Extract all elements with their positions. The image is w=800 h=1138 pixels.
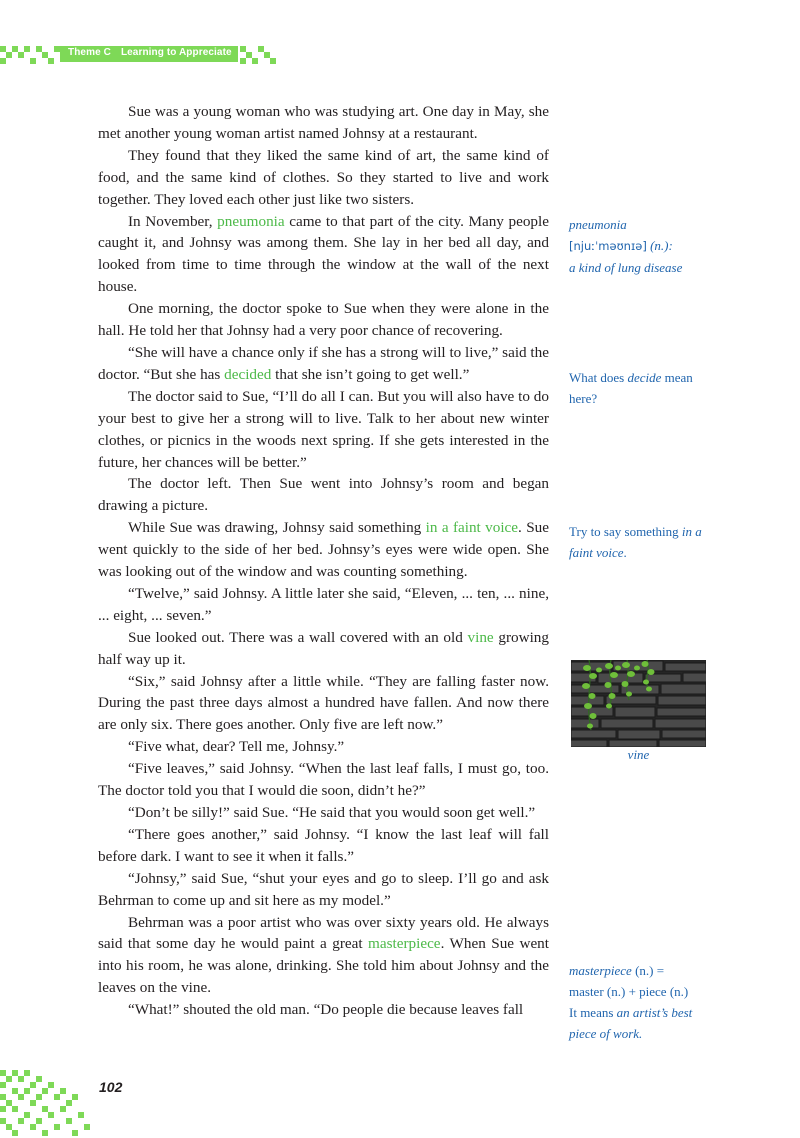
note-text: = xyxy=(653,963,665,978)
paragraph-text: Sue looked out. There was a wall covered with an old xyxy=(128,628,468,646)
note-text: (n.) xyxy=(635,963,654,978)
paragraph-text: “She will have a chance only if she has a strong will to live,” said the doctor. “But she has xyxy=(98,343,549,383)
vine-caption: vine xyxy=(627,747,650,762)
paragraph-text: came to that part of the city. Many people caught it, and Johnsy was among them. She lay in her bed all day, and looked from time to time through the window at the wall of the next house. xyxy=(98,212,549,296)
paragraph: The doctor said to Sue, “I’ll do all I can. But you will also have to do your best to give her a strong will to live. Talk to her about new winter clothes, or picnics in the woods next spring. If she gets interested in the future, her chances will be better.” xyxy=(98,387,549,471)
paragraph: “What!” shouted the old man. “Do people die because leaves fall xyxy=(128,1001,524,1019)
note-text: It means xyxy=(569,1005,617,1020)
note-text: (n.) xyxy=(669,984,689,999)
paragraph-text: . When Sue went into his room, he was alone, drinking. She told him about Johnsy and the leaves on the vine. xyxy=(98,935,549,997)
vine-photo xyxy=(571,660,706,747)
paragraph-text: While Sue was drawing, Johnsy said something xyxy=(128,519,426,537)
paragraph: “There goes another,” said Johnsy. “I know the last leaf will fall before dark. I want to see it when it falls.” xyxy=(98,825,549,865)
paragraph: “Don’t be silly!” said Sue. “He said that you would soon get well.” xyxy=(128,804,536,821)
paragraph: They found that they liked the same kind of art, the same kind of food, and the same kind of clothes. So they started to live and work together. They loved each other just like two sisters. xyxy=(98,146,549,208)
keyword-faint-voice: in a faint voice xyxy=(425,519,519,537)
note-text: . xyxy=(623,545,627,560)
paragraph-text: growing half way up it. xyxy=(98,628,549,668)
note-faint-voice xyxy=(569,521,711,563)
paragraph-text: Behrman was a poor artist who was over sixty years old. He always said that some day he would paint a great xyxy=(98,913,549,953)
note-keyword: masterpiece xyxy=(569,963,636,978)
header-title: Learning to Appreciate xyxy=(120,47,232,58)
paragraph: “Six,” said Johnsy after a little while. “They are falling faster now. During the past three days almost a hundred have fallen. And now there are only six. There goes another. Only five are left now.” xyxy=(98,672,549,734)
paragraph-text: that she isn’t going to get well.” xyxy=(271,365,470,383)
paragraph: “Johnsy,” said Sue, “shut your eyes and go to sleep. I’ll go and ask Behrman to come up and sit here as my model.” xyxy=(98,869,549,909)
paragraph: “Twelve,” said Johnsy. A little later she said, “Eleven, ... ten, ... nine, ... eight, ... seven.” xyxy=(98,584,549,624)
keyword-vine: vine xyxy=(467,628,494,646)
paragraph xyxy=(98,627,549,671)
paragraph: One morning, the doctor spoke to Sue when they were alone in the hall. He told her that Johnsy had a very poor chance of recovering. xyxy=(98,300,549,340)
note-definition: a kind of lung disease xyxy=(569,260,683,275)
paragraph: “Five what, dear? Tell me, Johnsy.” xyxy=(128,738,345,756)
paragraph: Sue was a young woman who was studying art. One day in May, she met another young woman artist named Johnsy at a restaurant. xyxy=(98,103,549,142)
note-text: master xyxy=(569,984,607,999)
header-text xyxy=(68,47,232,58)
note-text: (n.) xyxy=(606,984,626,999)
paragraph xyxy=(98,342,549,386)
story-text xyxy=(98,101,549,1021)
note-masterpiece xyxy=(569,960,714,1044)
keyword-decided: decided xyxy=(224,365,272,383)
vine-wall-image xyxy=(571,660,706,747)
note-text: + piece xyxy=(625,984,670,999)
note-pneumonia xyxy=(569,214,682,278)
keyword-masterpiece: masterpiece xyxy=(368,935,441,953)
page-number: 102 xyxy=(99,1079,123,1095)
paragraph xyxy=(98,912,549,1000)
note-word: pneumonia xyxy=(569,217,627,232)
paragraph: “Five leaves,” said Johnsy. “When the last leaf falls, I must go, too. The doctor told you that I would die soon, didn’t he?” xyxy=(98,760,549,800)
paragraph-text: . Sue went quickly to the side of her bed. Johnsy’s eyes were wide open. She was looking out of the window and was counting something. xyxy=(98,519,549,581)
note-text: mean here? xyxy=(569,370,693,406)
note-keyword: in a faint voice xyxy=(569,524,702,560)
note-text: What does xyxy=(569,370,628,385)
note-definition: an artist’s best piece of work. xyxy=(569,1005,693,1041)
paragraph xyxy=(98,211,549,299)
paragraph: The doctor left. Then Sue went into Johnsy’s room and began drawing a picture. xyxy=(98,475,549,515)
note-text: Try to say something xyxy=(569,524,682,539)
header-theme: Theme C xyxy=(68,47,111,58)
note-pos: (n.): xyxy=(650,238,673,253)
keyword-pneumonia: pneumonia xyxy=(217,212,285,230)
note-keyword: decide xyxy=(627,370,662,385)
note-decide xyxy=(569,367,709,409)
paragraph-text: In November, xyxy=(128,212,218,230)
paragraph xyxy=(98,517,549,583)
note-ipa: [njuːˈməʊnɪə] xyxy=(569,239,647,253)
